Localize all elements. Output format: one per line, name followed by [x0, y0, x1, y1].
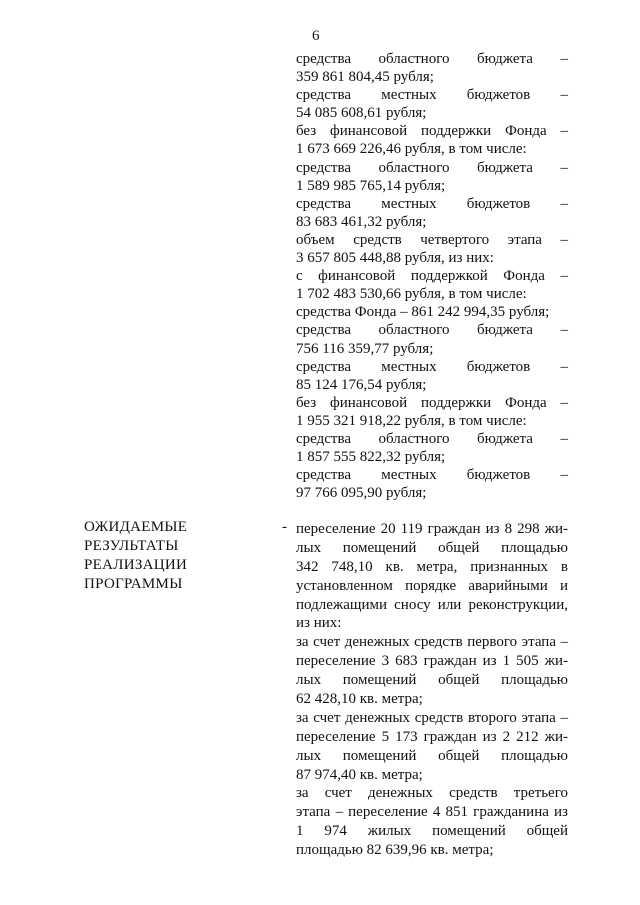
funding-line: 97 766 095,90 рубля; [296, 485, 427, 502]
result-line: 87 974,40 кв. метра; [296, 766, 423, 783]
result-line: 62 428,10 кв. метра; [296, 691, 423, 708]
funding-line: средства областного бюджета – [296, 159, 568, 176]
funding-line: 85 124 176,54 рубля; [296, 376, 427, 393]
funding-line: объем средств четвертого этапа – [296, 231, 568, 248]
heading-line: РЕЗУЛЬТАТЫ [84, 538, 179, 554]
result-line: этапа – переселение 4 851 гражданина из [296, 804, 568, 821]
result-line: 342 748,10 кв. метра, признанных в [296, 558, 568, 575]
result-line: установленном порядке аварийными и [296, 577, 568, 594]
funding-line: 1 955 321 918,22 рубля, в том числе: [296, 412, 527, 429]
funding-line: средства местных бюджетов – [296, 195, 568, 212]
result-line: лых помещений общей площадью [296, 672, 568, 689]
heading-line: ОЖИДАЕМЫЕ [84, 519, 188, 535]
heading-line: РЕАЛИЗАЦИИ [84, 557, 188, 573]
funding-line: средства областного бюджета – [296, 430, 568, 447]
funding-line: 3 657 805 448,88 рубля, из них: [296, 250, 494, 267]
section-dash: - [282, 519, 287, 535]
expected-results [296, 520, 568, 860]
funding-line: средства Фонда – 861 242 994,35 рубля; [296, 304, 550, 321]
funding-line: средства местных бюджетов – [296, 358, 568, 375]
funding-line: средства местных бюджетов – [296, 87, 568, 104]
result-line: за счет денежных средств первого этапа – [296, 634, 568, 651]
funding-line: без финансовой поддержки Фонда – [296, 123, 568, 140]
funding-line: средства областного бюджета – [296, 322, 568, 339]
page-number: 6 [312, 28, 320, 44]
result-line: лых помещений общей площадью [296, 747, 568, 764]
funding-line: без финансовой поддержки Фонда – [296, 394, 568, 411]
heading-line: ПРОГРАММЫ [84, 576, 183, 592]
funding-line: 756 116 359,77 рубля; [296, 340, 434, 357]
result-line: за счет денежных средств второго этапа – [296, 709, 568, 726]
result-line: подлежащими сносу или реконструкции, [296, 596, 568, 613]
funding-line: 359 861 804,45 рубля; [296, 69, 434, 86]
funding-line: с финансовой поддержкой Фонда – [296, 268, 568, 285]
funding-breakdown [296, 50, 568, 502]
result-line: переселение 20 119 граждан из 8 298 жи- [296, 521, 568, 537]
funding-line: 83 683 461,32 рубля; [296, 213, 427, 230]
funding-line: средства местных бюджетов – [296, 467, 568, 484]
result-line: из них: [296, 615, 342, 632]
result-line: площадью 82 639,96 кв. метра; [296, 842, 494, 859]
funding-line: 1 857 555 822,32 рубля; [296, 449, 446, 466]
result-line: переселение 3 683 граждан из 1 505 жи- [296, 653, 568, 670]
result-line: переселение 5 173 граждан из 2 212 жи- [296, 728, 568, 745]
funding-line: 54 085 608,61 рубля; [296, 105, 427, 122]
result-line: 1 974 жилых помещений общей [296, 823, 568, 840]
result-line: за счет денежных средств третьего [296, 785, 568, 802]
funding-line: 1 589 985 765,14 рубля; [296, 177, 446, 194]
funding-line: 1 673 669 226,46 рубля, в том числе: [296, 141, 527, 158]
funding-line: 1 702 483 530,66 рубля, в том числе: [296, 286, 527, 303]
result-line: лых помещений общей площадью [296, 539, 568, 556]
section-heading [84, 518, 274, 594]
funding-line: средства областного бюджета – [296, 51, 568, 67]
